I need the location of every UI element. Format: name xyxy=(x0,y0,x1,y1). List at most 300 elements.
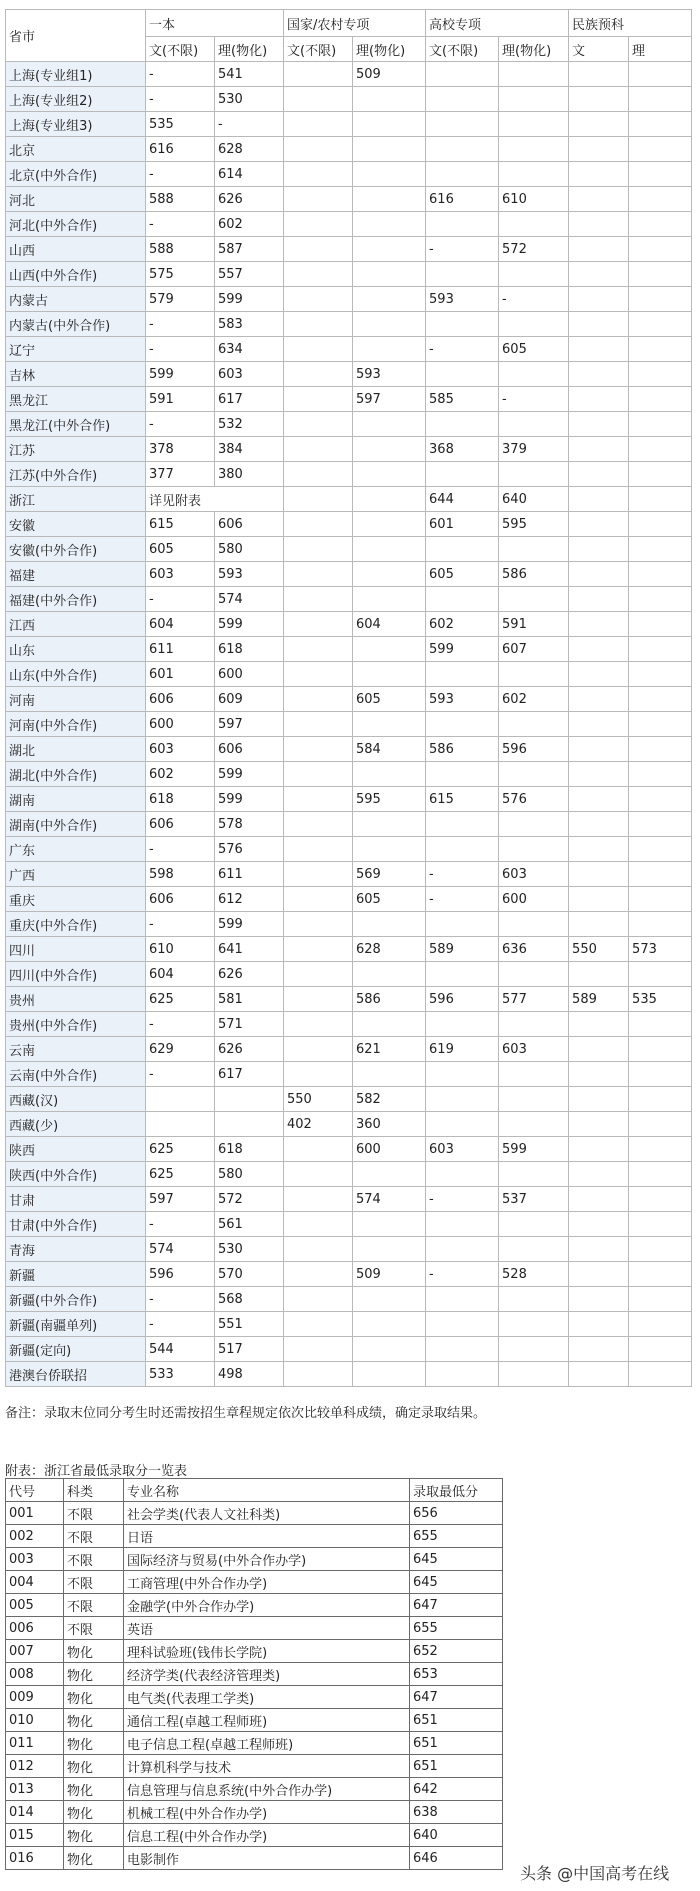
score-cell xyxy=(569,812,629,837)
score-cell xyxy=(284,112,353,137)
score-cell xyxy=(215,1087,284,1112)
table-row xyxy=(6,1212,692,1237)
score-cell xyxy=(353,1212,426,1237)
score-cell: 600 xyxy=(215,662,284,687)
province-cell: 吉林 xyxy=(6,362,146,387)
score-cell xyxy=(353,837,426,862)
major-header: 专业名称 xyxy=(124,1479,410,1502)
score-cell: 378 xyxy=(146,437,215,462)
score-cell xyxy=(569,137,629,162)
score-cell xyxy=(569,212,629,237)
score-cell: 574 xyxy=(146,1237,215,1262)
score-cell xyxy=(284,862,353,887)
score-cell xyxy=(426,412,499,437)
score-cell xyxy=(569,1337,629,1362)
score-cell xyxy=(569,912,629,937)
score-cell: 541 xyxy=(215,62,284,87)
province-cell: 北京(中外合作) xyxy=(6,162,146,187)
table-row xyxy=(6,587,692,612)
score-cell: 575 xyxy=(146,262,215,287)
score-cell: 602 xyxy=(426,612,499,637)
category-cell: 物化 xyxy=(64,1686,124,1709)
score-cell: 603 xyxy=(426,1137,499,1162)
min-score-cell: 642 xyxy=(410,1778,503,1801)
score-cell xyxy=(499,137,569,162)
score-cell xyxy=(629,612,692,637)
province-cell: 上海(专业组2) xyxy=(6,87,146,112)
score-cell: 601 xyxy=(426,512,499,537)
score-cell xyxy=(629,1287,692,1312)
score-cell xyxy=(499,1237,569,1262)
score-cell xyxy=(284,187,353,212)
subject-header: 文(不限) xyxy=(146,37,215,62)
province-cell: 上海(专业组1) xyxy=(6,62,146,87)
table-row xyxy=(6,512,692,537)
province-cell: 西藏(汉) xyxy=(6,1087,146,1112)
score-cell: 530 xyxy=(215,1237,284,1262)
score-cell: 586 xyxy=(499,562,569,587)
min-score-cell: 647 xyxy=(410,1594,503,1617)
province-cell: 新疆 xyxy=(6,1262,146,1287)
score-cell xyxy=(569,962,629,987)
score-cell: 612 xyxy=(215,887,284,912)
min-score-cell: 656 xyxy=(410,1502,503,1525)
code-cell: 009 xyxy=(6,1686,64,1709)
score-cell: 606 xyxy=(146,887,215,912)
table-row xyxy=(6,1237,692,1262)
score-cell xyxy=(569,662,629,687)
table-row xyxy=(6,262,692,287)
province-cell: 湖南 xyxy=(6,787,146,812)
score-cell: 380 xyxy=(215,462,284,487)
score-cell: 584 xyxy=(353,737,426,762)
score-cell xyxy=(353,437,426,462)
score-cell: 604 xyxy=(353,612,426,637)
score-cell: 368 xyxy=(426,437,499,462)
score-cell xyxy=(426,1112,499,1137)
score-cell xyxy=(569,1137,629,1162)
score-cell xyxy=(284,662,353,687)
score-cell xyxy=(284,487,353,512)
province-cell: 陕西(中外合作) xyxy=(6,1162,146,1187)
table-row xyxy=(6,887,692,912)
score-cell: 589 xyxy=(569,987,629,1012)
score-cell xyxy=(629,62,692,87)
score-cell: 588 xyxy=(146,187,215,212)
table-row xyxy=(6,1012,692,1037)
score-cell xyxy=(499,587,569,612)
category-cell: 物化 xyxy=(64,1709,124,1732)
score-cell xyxy=(426,762,499,787)
table-row xyxy=(6,1037,692,1062)
province-cell: 四川 xyxy=(6,937,146,962)
table-row xyxy=(6,1162,692,1187)
score-cell xyxy=(353,662,426,687)
score-cell xyxy=(569,87,629,112)
province-cell: 福建 xyxy=(6,562,146,587)
score-cell: 641 xyxy=(215,937,284,962)
min-score-cell: 638 xyxy=(410,1801,503,1824)
code-cell: 007 xyxy=(6,1640,64,1663)
table-row xyxy=(6,787,692,812)
score-cell xyxy=(284,1137,353,1162)
score-cell: 597 xyxy=(353,387,426,412)
score-cell xyxy=(629,862,692,887)
province-cell: 福建(中外合作) xyxy=(6,587,146,612)
score-cell: 618 xyxy=(215,1137,284,1162)
score-cell xyxy=(284,512,353,537)
score-cell xyxy=(569,437,629,462)
score-cell xyxy=(569,862,629,887)
major-cell: 信息管理与信息系统(中外合作办学) xyxy=(124,1778,410,1801)
score-cell: 625 xyxy=(146,1162,215,1187)
score-cell: 604 xyxy=(146,962,215,987)
score-cell xyxy=(146,1087,215,1112)
score-cell xyxy=(284,1162,353,1187)
table-row xyxy=(6,1087,692,1112)
category-cell: 不限 xyxy=(64,1548,124,1571)
min-score-header: 录取最低分 xyxy=(410,1479,503,1502)
province-cell: 江西 xyxy=(6,612,146,637)
score-cell xyxy=(499,537,569,562)
province-cell: 内蒙古(中外合作) xyxy=(6,312,146,337)
min-score-cell: 651 xyxy=(410,1732,503,1755)
min-score-cell: 655 xyxy=(410,1525,503,1548)
score-cell xyxy=(353,1362,426,1387)
score-cell xyxy=(499,837,569,862)
score-cell: 578 xyxy=(215,812,284,837)
score-cell: 596 xyxy=(146,1262,215,1287)
table-row xyxy=(6,1847,503,1870)
score-cell xyxy=(284,612,353,637)
score-cell: - xyxy=(426,887,499,912)
score-cell: 585 xyxy=(426,387,499,412)
score-cell xyxy=(499,212,569,237)
score-cell xyxy=(353,412,426,437)
score-cell xyxy=(284,1237,353,1262)
score-cell xyxy=(629,1062,692,1087)
score-cell: - xyxy=(499,287,569,312)
score-cell xyxy=(499,462,569,487)
score-cell xyxy=(284,1337,353,1362)
score-cell xyxy=(569,1062,629,1087)
score-cell: 586 xyxy=(426,737,499,762)
score-cell: 609 xyxy=(215,687,284,712)
score-cell xyxy=(353,1162,426,1187)
score-cell xyxy=(569,362,629,387)
score-cell: 588 xyxy=(146,237,215,262)
table-row xyxy=(6,837,692,862)
score-cell: 557 xyxy=(215,262,284,287)
score-cell xyxy=(353,262,426,287)
zhejiang-score-table xyxy=(5,1478,503,1870)
score-cell xyxy=(353,1287,426,1312)
score-cell xyxy=(284,337,353,362)
province-cell: 河南(中外合作) xyxy=(6,712,146,737)
major-cell: 信息工程(中外合作办学) xyxy=(124,1824,410,1847)
group-header: 一本 xyxy=(146,10,284,37)
subject-header: 理(物化) xyxy=(353,37,426,62)
score-cell: 600 xyxy=(499,887,569,912)
score-cell xyxy=(426,537,499,562)
score-cell: - xyxy=(146,412,215,437)
table-row xyxy=(6,212,692,237)
table-row xyxy=(6,612,692,637)
score-cell xyxy=(569,1162,629,1187)
province-cell: 山东 xyxy=(6,637,146,662)
group-header: 民族预科 xyxy=(569,10,692,37)
table-row xyxy=(6,1732,503,1755)
table-row xyxy=(6,962,692,987)
table-row xyxy=(6,1287,692,1312)
province-cell: 贵州(中外合作) xyxy=(6,1012,146,1037)
table-row xyxy=(6,1548,503,1571)
subject-header: 文 xyxy=(569,37,629,62)
score-cell xyxy=(353,112,426,137)
category-cell: 物化 xyxy=(64,1663,124,1686)
score-cell: 603 xyxy=(146,737,215,762)
score-cell xyxy=(569,787,629,812)
score-cell: - xyxy=(426,237,499,262)
score-cell xyxy=(569,1262,629,1287)
score-cell xyxy=(284,787,353,812)
watermark: 头条 @中国高考在线 xyxy=(520,1864,670,1883)
score-cell xyxy=(499,662,569,687)
score-cell: - xyxy=(426,1187,499,1212)
score-cell: 593 xyxy=(426,287,499,312)
score-cell xyxy=(569,1037,629,1062)
score-cell xyxy=(499,812,569,837)
major-cell: 工商管理(中外合作办学) xyxy=(124,1571,410,1594)
score-cell: - xyxy=(426,862,499,887)
score-cell xyxy=(629,887,692,912)
province-cell: 黑龙江(中外合作) xyxy=(6,412,146,437)
province-cell: 青海 xyxy=(6,1237,146,1262)
score-cell xyxy=(629,712,692,737)
score-cell: 599 xyxy=(215,612,284,637)
score-cell xyxy=(284,1262,353,1287)
category-header: 科类 xyxy=(64,1479,124,1502)
score-cell xyxy=(426,62,499,87)
province-cell: 广东 xyxy=(6,837,146,862)
table-row xyxy=(6,1187,692,1212)
province-cell: 山西(中外合作) xyxy=(6,262,146,287)
score-cell: 509 xyxy=(353,1262,426,1287)
score-cell: 600 xyxy=(146,712,215,737)
score-cell xyxy=(284,437,353,462)
score-cell xyxy=(499,962,569,987)
score-cell: 602 xyxy=(215,212,284,237)
table-row xyxy=(6,387,692,412)
score-cell xyxy=(284,412,353,437)
score-cell: 644 xyxy=(426,487,499,512)
score-cell: 617 xyxy=(215,387,284,412)
score-cell xyxy=(629,462,692,487)
score-cell xyxy=(284,637,353,662)
score-cell xyxy=(426,87,499,112)
score-cell: 611 xyxy=(215,862,284,887)
score-cell xyxy=(499,1312,569,1337)
score-cell: - xyxy=(146,1062,215,1087)
score-cell: 576 xyxy=(499,787,569,812)
min-score-cell: 640 xyxy=(410,1824,503,1847)
score-cell xyxy=(353,712,426,737)
min-score-cell: 651 xyxy=(410,1709,503,1732)
table-row xyxy=(6,1594,503,1617)
score-cell xyxy=(569,762,629,787)
table-row xyxy=(6,662,692,687)
score-cell xyxy=(499,1062,569,1087)
score-cell xyxy=(569,887,629,912)
table-row xyxy=(6,162,692,187)
score-cell xyxy=(629,1037,692,1062)
score-cell xyxy=(499,1212,569,1237)
score-cell: 611 xyxy=(146,637,215,662)
score-cell xyxy=(353,812,426,837)
min-score-cell: 655 xyxy=(410,1617,503,1640)
code-cell: 011 xyxy=(6,1732,64,1755)
score-cell xyxy=(629,1362,692,1387)
score-cell xyxy=(499,1162,569,1187)
score-cell xyxy=(629,1262,692,1287)
table-row xyxy=(6,1362,692,1387)
score-cell xyxy=(499,312,569,337)
score-cell: 615 xyxy=(426,787,499,812)
code-cell: 016 xyxy=(6,1847,64,1870)
score-cell xyxy=(499,162,569,187)
score-cell: 580 xyxy=(215,537,284,562)
min-score-cell: 651 xyxy=(410,1755,503,1778)
score-cell xyxy=(284,1287,353,1312)
score-cell xyxy=(426,712,499,737)
major-cell: 日语 xyxy=(124,1525,410,1548)
score-cell xyxy=(353,287,426,312)
category-cell: 不限 xyxy=(64,1594,124,1617)
score-cell xyxy=(629,512,692,537)
table-row xyxy=(6,1686,503,1709)
score-cell: 509 xyxy=(353,62,426,87)
score-cell xyxy=(569,412,629,437)
code-cell: 014 xyxy=(6,1801,64,1824)
score-cell xyxy=(284,837,353,862)
appendix-rows xyxy=(6,1502,503,1870)
score-cell xyxy=(284,912,353,937)
score-rows xyxy=(6,62,692,1387)
appendix-header-row xyxy=(6,1479,503,1502)
score-cell xyxy=(629,112,692,137)
code-cell: 006 xyxy=(6,1617,64,1640)
score-cell xyxy=(629,387,692,412)
score-cell: 593 xyxy=(215,562,284,587)
min-score-cell: 647 xyxy=(410,1686,503,1709)
score-cell: - xyxy=(499,387,569,412)
score-cell: - xyxy=(146,1312,215,1337)
table-row xyxy=(6,812,692,837)
score-cell xyxy=(629,1162,692,1187)
score-cell xyxy=(629,1087,692,1112)
score-cell: 528 xyxy=(499,1262,569,1287)
category-cell: 物化 xyxy=(64,1778,124,1801)
score-cell xyxy=(499,1337,569,1362)
score-cell: 551 xyxy=(215,1312,284,1337)
score-cell xyxy=(569,637,629,662)
province-cell: 港澳台侨联招 xyxy=(6,1362,146,1387)
province-cell: 重庆(中外合作) xyxy=(6,912,146,937)
score-cell: 533 xyxy=(146,1362,215,1387)
remark-note: 备注：录取末位同分考生时还需按招生章程规定依次比较单科成绩，确定录取结果。 xyxy=(5,1406,487,1421)
table-row xyxy=(6,687,692,712)
table-row xyxy=(6,237,692,262)
score-cell xyxy=(284,1062,353,1087)
table-row xyxy=(6,87,692,112)
score-cell: 581 xyxy=(215,987,284,1012)
score-cell: 601 xyxy=(146,662,215,687)
category-cell: 不限 xyxy=(64,1617,124,1640)
subject-header: 理 xyxy=(629,37,692,62)
score-cell: 600 xyxy=(353,1137,426,1162)
table-row xyxy=(6,437,692,462)
code-cell: 003 xyxy=(6,1548,64,1571)
score-cell xyxy=(629,137,692,162)
score-cell: 606 xyxy=(146,812,215,837)
score-cell xyxy=(499,1112,569,1137)
score-cell xyxy=(629,1337,692,1362)
score-cell: 607 xyxy=(499,637,569,662)
admission-score-table xyxy=(5,9,692,1387)
score-cell: 603 xyxy=(215,362,284,387)
score-cell xyxy=(353,912,426,937)
score-cell xyxy=(499,87,569,112)
score-cell: 535 xyxy=(146,112,215,137)
score-cell: 629 xyxy=(146,1037,215,1062)
province-cell: 湖北 xyxy=(6,737,146,762)
score-cell: 605 xyxy=(146,537,215,562)
table-row xyxy=(6,412,692,437)
score-cell xyxy=(499,762,569,787)
score-cell xyxy=(499,62,569,87)
score-cell: 569 xyxy=(353,862,426,887)
table-row xyxy=(6,537,692,562)
score-cell: 616 xyxy=(146,137,215,162)
score-cell xyxy=(284,937,353,962)
score-cell xyxy=(629,687,692,712)
score-cell xyxy=(426,912,499,937)
score-cell xyxy=(629,1012,692,1037)
score-cell xyxy=(426,1312,499,1337)
subject-header: 文(不限) xyxy=(284,37,353,62)
score-cell xyxy=(569,687,629,712)
score-cell: 498 xyxy=(215,1362,284,1387)
score-cell xyxy=(353,187,426,212)
score-cell: 532 xyxy=(215,412,284,437)
score-cell: 589 xyxy=(426,937,499,962)
score-cell: 606 xyxy=(215,512,284,537)
score-cell: - xyxy=(146,1012,215,1037)
score-cell xyxy=(499,362,569,387)
score-cell xyxy=(284,212,353,237)
category-cell: 不限 xyxy=(64,1571,124,1594)
score-cell xyxy=(284,1362,353,1387)
score-cell: 517 xyxy=(215,1337,284,1362)
score-cell xyxy=(499,1287,569,1312)
score-cell xyxy=(353,587,426,612)
score-cell xyxy=(629,212,692,237)
score-cell xyxy=(353,162,426,187)
score-cell xyxy=(426,1162,499,1187)
score-cell: 573 xyxy=(629,937,692,962)
table-row xyxy=(6,337,692,362)
score-cell xyxy=(284,737,353,762)
